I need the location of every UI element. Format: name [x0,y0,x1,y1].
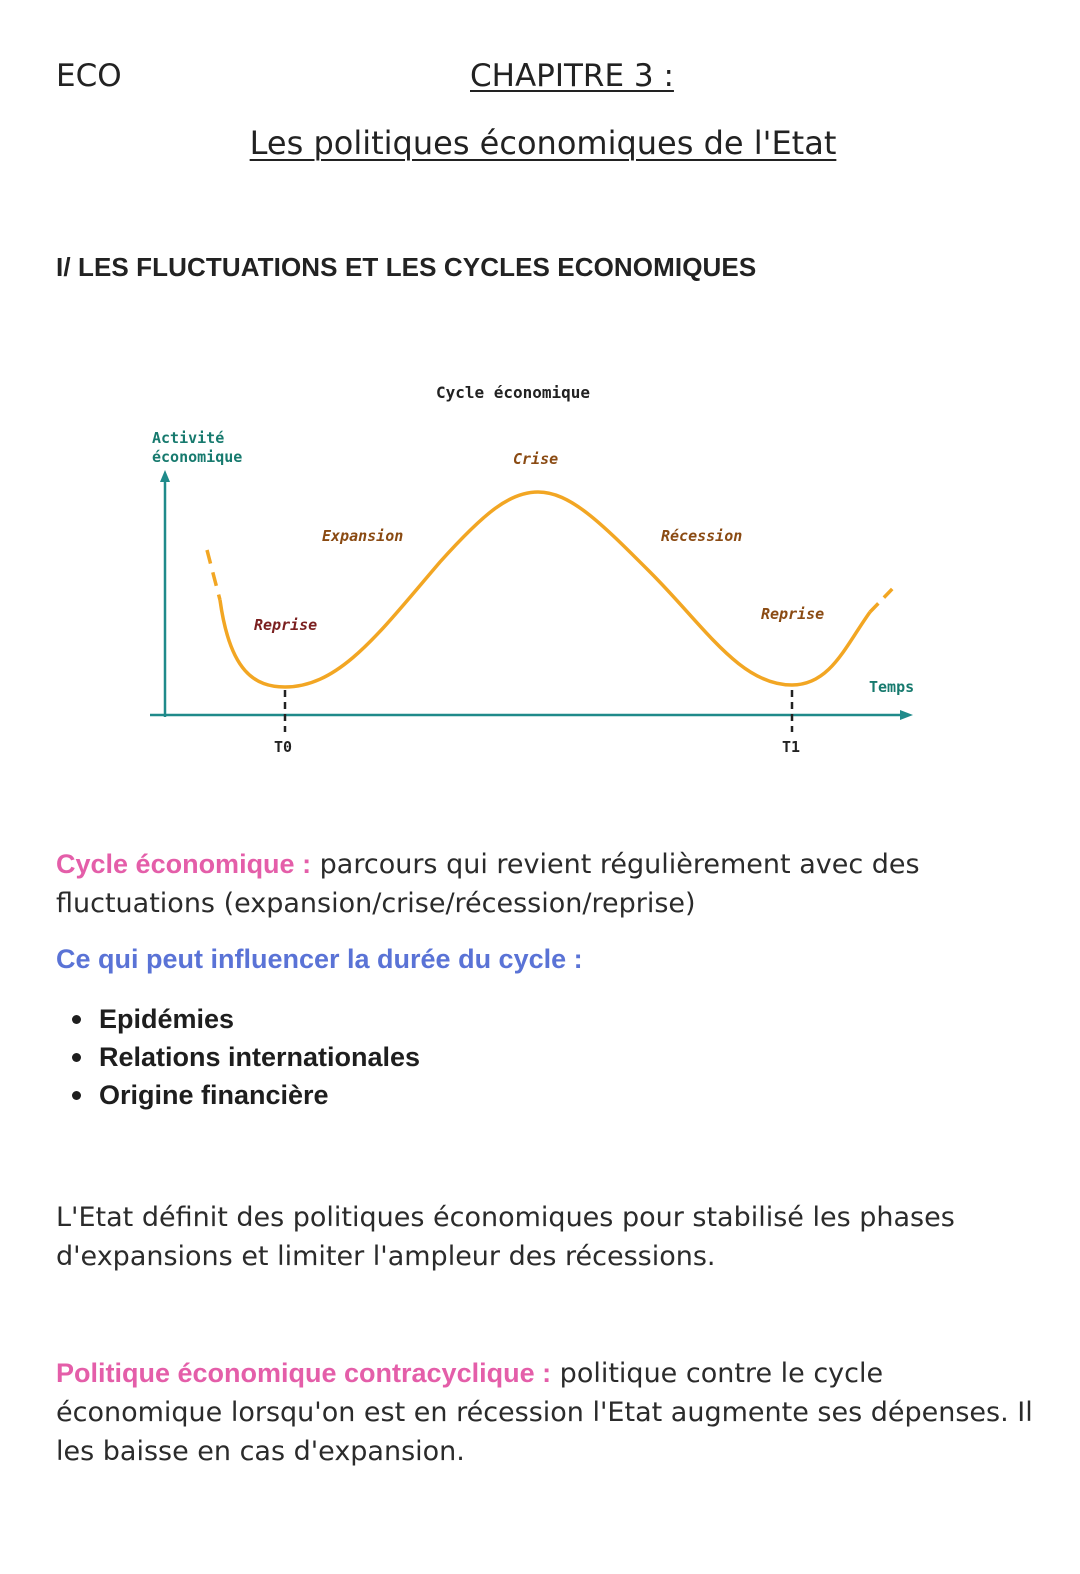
cycle-curve-trail-dash [870,584,897,612]
x-axis-arrow-icon [900,710,913,720]
subject-label: ECO [56,58,122,94]
factor-label: Origine financière [99,1080,329,1110]
x-axis-label: Temps [869,678,915,696]
factor-label: Relations internationales [99,1042,421,1072]
contracyclical-definition-text: politique contre le cycle économique lorsqu'on est en récession l'Etat augmente ses dépenses. Il les baisse en cas d'expansion. [56,1358,1033,1467]
y-axis-label-line2: économique [152,448,243,466]
factor-label: Epidémies [99,1004,235,1034]
bullet-icon [72,1053,81,1062]
economic-cycle-chart [140,372,940,772]
list-item [56,1000,420,1038]
tick-label-t0: T0 [273,738,293,756]
page-title: Les politiques économiques de l'Etat [249,124,837,162]
y-axis-arrow-icon [160,470,170,482]
tick-label-t1: T1 [781,738,801,756]
y-axis-label-line1: Activité [152,429,225,447]
state-policy-paragraph: L'Etat définit des politiques économiques pour stabilisé les phases d'expansions et limiter l'ampleur des récessions. [56,1202,955,1272]
bullet-icon [72,1091,81,1100]
phase-label-recession: Récession [661,527,743,545]
phase-label-expansion: Expansion [322,527,404,545]
phase-label-crise: Crise [513,450,559,468]
cycle-definition-text: parcours qui revient régulièrement avec des fluctuations (expansion/crise/récession/reprise) [56,849,920,919]
factors-list [56,1000,420,1114]
list-item [56,1076,420,1114]
phase-label-reprise-right: Reprise [761,605,825,623]
cycle-term: Cycle économique : [56,849,312,879]
bullet-icon [72,1015,81,1024]
chart-title: Cycle économique [435,383,591,402]
cycle-curve-lead-dash [207,550,220,600]
cycle-definition [56,845,1036,923]
contracyclical-definition [56,1354,1046,1471]
section-heading: I/ LES FLUCTUATIONS ET LES CYCLES ECONOMIQUES [56,252,757,282]
phase-label-reprise-left: Reprise [254,616,318,634]
contracyclical-term: Politique économique contracyclique : [56,1358,552,1388]
influence-heading: Ce qui peut influencer la durée du cycle : [56,944,583,974]
cycle-curve [220,492,870,687]
chapter-title: CHAPITRE 3 : [470,58,674,94]
list-item [56,1038,420,1076]
